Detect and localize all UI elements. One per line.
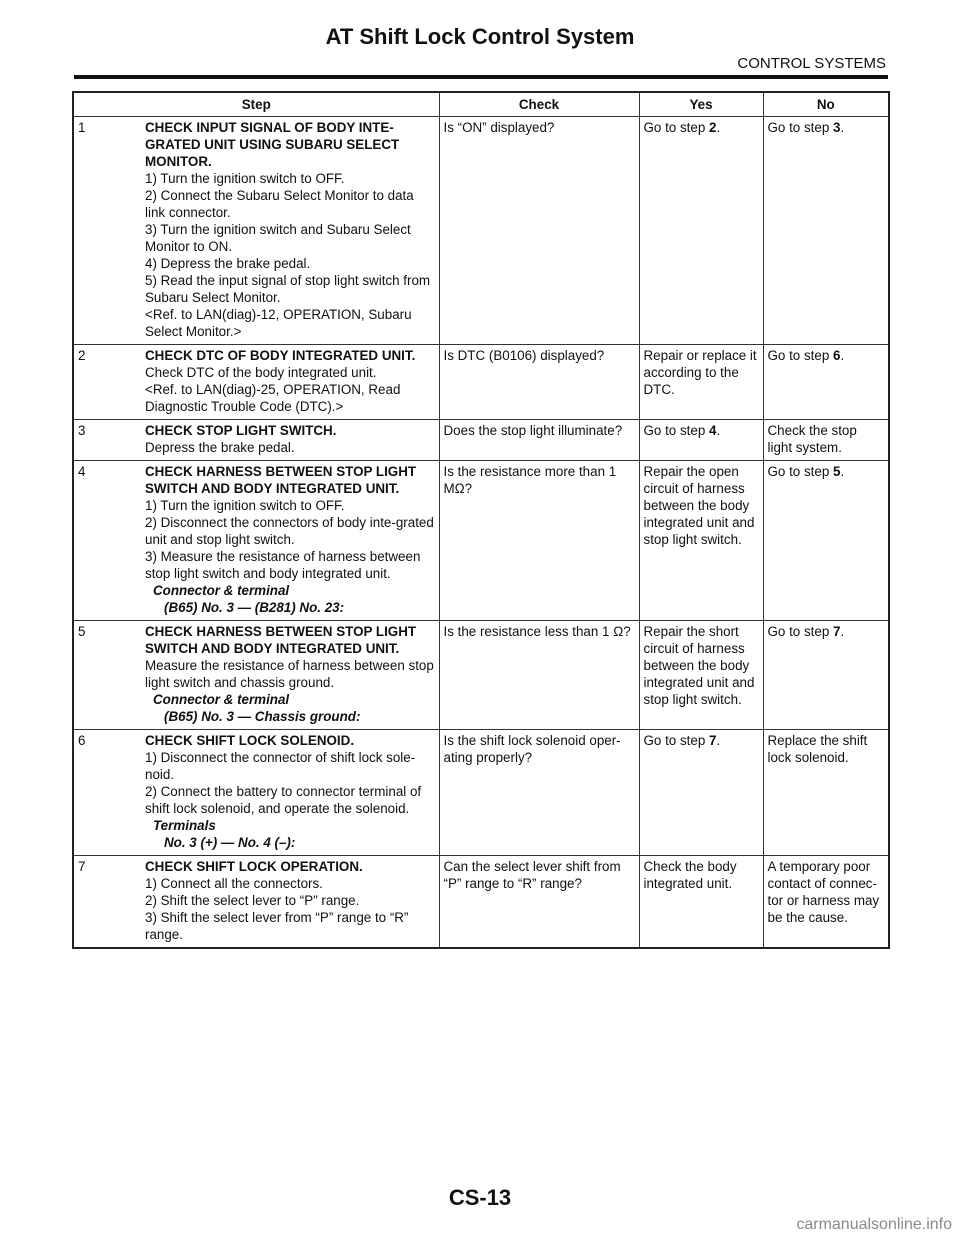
spec-value: No. 3 (+) — No. 4 (–):	[164, 835, 296, 850]
step-cell	[73, 730, 439, 856]
no-cell	[763, 856, 889, 949]
step-instruction: Measure the resistance of harness between stop light switch and chassis ground.	[145, 658, 434, 690]
check-cell: Can the select lever shift from “P” range to “R” range?	[439, 856, 639, 949]
step-instruction: 1) Turn the ignition switch to OFF.	[145, 498, 345, 513]
no-cell-text: Go to step	[767, 120, 834, 135]
step-instruction: <Ref. to LAN(diag)-25, OPERATION, Read Diagnostic Trouble Code (DTC).>	[145, 382, 401, 414]
step-instruction: 3) Turn the ignition switch and Subaru Select Monitor to ON.	[145, 222, 411, 254]
table-row	[73, 730, 889, 856]
no-cell-text: A temporary poor contact of connec-tor or harness may be the cause.	[767, 859, 880, 925]
step-cell	[73, 621, 439, 730]
step-heading: CHECK STOP LIGHT SWITCH.	[145, 423, 337, 438]
table-row	[73, 621, 889, 730]
step-instruction: 3) Measure the resistance of harness between stop light switch and body integrated unit.	[145, 549, 421, 581]
no-cell-text: Go to step	[767, 624, 834, 639]
step-heading: CHECK SHIFT LOCK OPERATION.	[145, 859, 363, 874]
table-row	[73, 461, 889, 621]
no-cell	[763, 621, 889, 730]
step-heading: CHECK DTC OF BODY INTEGRATED UNIT.	[145, 348, 416, 363]
step-number: 1	[78, 120, 86, 135]
no-cell-text: Go to step	[767, 348, 834, 363]
check-cell: Is the resistance more than 1 MΩ?	[439, 461, 639, 621]
yes-cell-step-ref: 2	[709, 120, 717, 135]
yes-cell-text: Repair the short circuit of harness between the body integrated unit and stop light switch.	[643, 624, 755, 707]
column-header-yes: Yes	[639, 92, 763, 117]
section-label: CONTROL SYSTEMS	[737, 55, 886, 72]
column-header-step: Step	[73, 92, 439, 117]
yes-cell-punct: .	[716, 120, 721, 135]
spec-value: (B65) No. 3 — Chassis ground:	[164, 709, 361, 724]
yes-cell	[639, 461, 763, 621]
yes-cell-step-ref: 7	[709, 733, 717, 748]
step-instruction: 5) Read the input signal of stop light switch from Subaru Select Monitor.	[145, 273, 431, 305]
step-instruction: Depress the brake pedal.	[145, 440, 295, 455]
step-number: 3	[78, 423, 86, 438]
yes-cell-text: Repair the open circuit of harness between the body integrated unit and stop light switch.	[643, 464, 755, 547]
yes-cell	[639, 856, 763, 949]
yes-cell-text: Go to step	[643, 120, 710, 135]
no-cell-step-ref: 5	[833, 464, 841, 479]
page-title: AT Shift Lock Control System	[325, 24, 635, 49]
check-cell: Is the resistance less than 1 Ω?	[439, 621, 639, 730]
no-cell	[763, 117, 889, 345]
step-instruction: <Ref. to LAN(diag)-12, OPERATION, Subaru Select Monitor.>	[145, 307, 412, 339]
no-cell-text: Go to step	[767, 464, 834, 479]
step-instruction: 2) Connect the battery to connector terminal of shift lock solenoid, and operate the solenoid.	[145, 784, 422, 816]
page-number: CS-13	[448, 1185, 512, 1210]
procedure-table	[72, 91, 890, 949]
spec-label: Connector & terminal	[153, 692, 290, 707]
check-cell: Is “ON” displayed?	[439, 117, 639, 345]
step-cell	[73, 856, 439, 949]
watermark: carmanualsonline.info	[796, 1216, 952, 1233]
no-cell	[763, 730, 889, 856]
table-row	[73, 117, 889, 345]
step-instruction: 1) Turn the ignition switch to OFF.	[145, 171, 345, 186]
yes-cell-text: Repair or replace it according to the DTC.	[643, 348, 757, 397]
step-cell	[73, 345, 439, 420]
step-number: 7	[78, 859, 86, 874]
table-row	[73, 420, 889, 461]
check-cell: Is DTC (B0106) displayed?	[439, 345, 639, 420]
step-instruction: 2) Connect the Subaru Select Monitor to data link connector.	[145, 188, 414, 220]
no-cell	[763, 420, 889, 461]
step-heading: CHECK INPUT SIGNAL OF BODY INTE-GRATED UNIT USING SUBARU SELECT MONITOR.	[145, 120, 400, 169]
yes-cell	[639, 345, 763, 420]
table-row	[73, 345, 889, 420]
no-cell-punct: .	[840, 464, 845, 479]
no-cell-step-ref: 3	[833, 120, 841, 135]
spec-value: (B65) No. 3 — (B281) No. 23:	[164, 600, 345, 615]
header-rule	[74, 75, 888, 79]
yes-cell-step-ref: 4	[709, 423, 717, 438]
step-cell	[73, 117, 439, 345]
column-header-check: Check	[439, 92, 639, 117]
step-number: 2	[78, 348, 86, 363]
yes-cell	[639, 420, 763, 461]
yes-cell-text: Go to step	[643, 733, 710, 748]
yes-cell	[639, 730, 763, 856]
table-header-row	[73, 92, 889, 117]
step-heading: CHECK HARNESS BETWEEN STOP LIGHT SWITCH AND BODY INTEGRATED UNIT.	[145, 464, 417, 496]
yes-cell-punct: .	[716, 733, 721, 748]
no-cell-punct: .	[840, 120, 845, 135]
no-cell-text: Check the stop light system.	[767, 423, 857, 455]
yes-cell-text: Check the body integrated unit.	[643, 859, 737, 891]
step-number: 4	[78, 464, 86, 479]
step-instruction: 4) Depress the brake pedal.	[145, 256, 311, 271]
yes-cell-text: Go to step	[643, 423, 710, 438]
step-cell	[73, 420, 439, 461]
no-cell	[763, 461, 889, 621]
step-heading: CHECK HARNESS BETWEEN STOP LIGHT SWITCH AND BODY INTEGRATED UNIT.	[145, 624, 417, 656]
no-cell-punct: .	[840, 624, 845, 639]
yes-cell	[639, 621, 763, 730]
step-instruction: 3) Shift the select lever from “P” range to “R” range.	[145, 910, 409, 942]
step-number: 6	[78, 733, 86, 748]
step-instruction: 1) Disconnect the connector of shift lock sole-noid.	[145, 750, 416, 782]
step-cell	[73, 461, 439, 621]
step-instruction: 1) Connect all the connectors.	[145, 876, 323, 891]
yes-cell	[639, 117, 763, 345]
yes-cell-punct: .	[716, 423, 721, 438]
table-row	[73, 856, 889, 949]
check-cell: Does the stop light illuminate?	[439, 420, 639, 461]
step-instruction: 2) Shift the select lever to “P” range.	[145, 893, 360, 908]
no-cell-step-ref: 6	[833, 348, 841, 363]
step-instruction: Check DTC of the body integrated unit.	[145, 365, 377, 380]
no-cell-step-ref: 7	[833, 624, 841, 639]
no-cell-punct: .	[840, 348, 845, 363]
step-number: 5	[78, 624, 86, 639]
spec-label: Connector & terminal	[153, 583, 290, 598]
column-header-no: No	[763, 92, 889, 117]
step-instruction: 2) Disconnect the connectors of body inte-grated unit and stop light switch.	[145, 515, 434, 547]
spec-label: Terminals	[153, 818, 216, 833]
no-cell	[763, 345, 889, 420]
step-heading: CHECK SHIFT LOCK SOLENOID.	[145, 733, 355, 748]
no-cell-text: Replace the shift lock solenoid.	[767, 733, 868, 765]
check-cell: Is the shift lock solenoid oper-ating properly?	[439, 730, 639, 856]
